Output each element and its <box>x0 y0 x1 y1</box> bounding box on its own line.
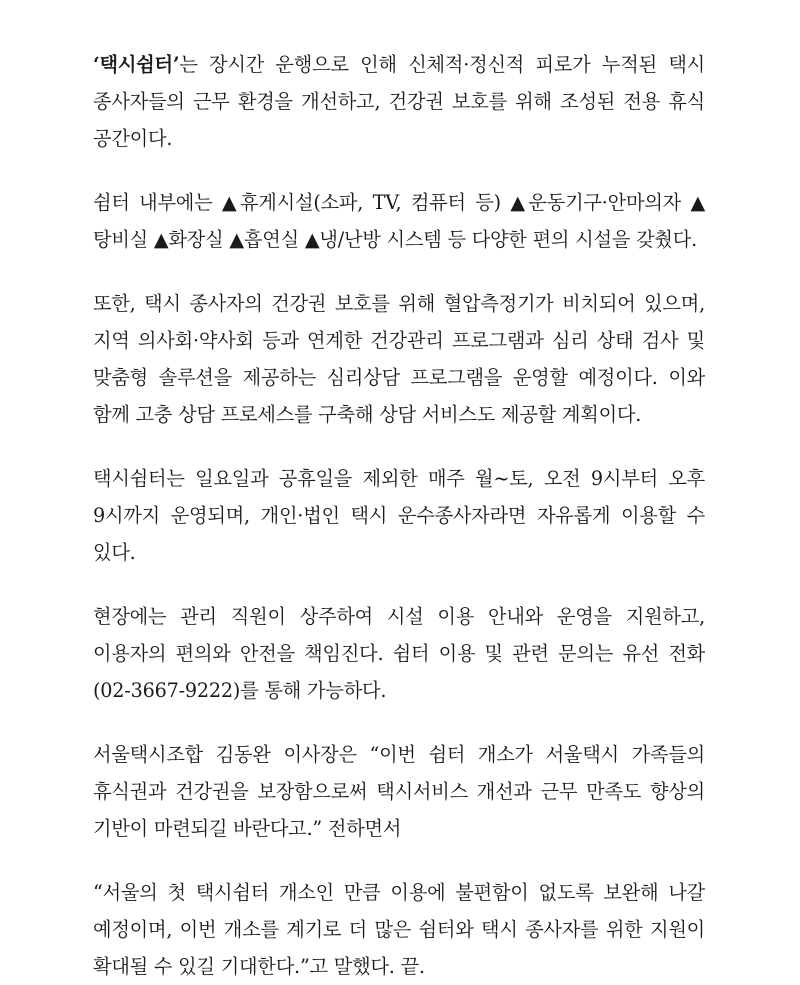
paragraph-intro-text: 는 장시간 운행으로 인해 신체적·정신적 피로가 누적된 택시 종사자들의 근무 환경을 개선하고, 건강권 보호를 위해 조성된 전용 휴식 공간이다. <box>93 53 705 150</box>
paragraph-closing-quote: “서울의 첫 택시쉼터 개소인 만큼 이용에 불편함이 없도록 보완해 나갈 예정이며, 이번 개소를 계기로 더 많은 쉼터와 택시 종사자를 위한 지원이 확대될 수 있길 기대한다.”고 말했다. 끝. <box>93 881 705 978</box>
paragraph-facilities: 쉼터 내부에는 ▲휴게시설(소파, TV, 컴퓨터 등) ▲운동기구·안마의자 ▲탕비실 ▲화장실 ▲흡연실 ▲냉/난방 시스템 등 다양한 편의 시설을 갖췄다. <box>93 191 705 251</box>
paragraph-chairman-quote: 서울택시조합 김동완 이사장은 “이번 쉼터 개소가 서울택시 가족들의 휴식권과 건강권을 보장함으로써 택시서비스 개선과 근무 만족도 향상의 기반이 마련되길 바란다고.” 전하면서 <box>93 743 705 840</box>
paragraph-intro <box>93 46 705 157</box>
article-body <box>93 46 705 985</box>
paragraph-health-programs: 또한, 택시 종사자의 건강권 보호를 위해 혈압측정기가 비치되어 있으며, 지역 의사회·약사회 등과 연계한 건강관리 프로그램과 심리 상태 검사 및 맞춤형 솔루션을 제공하는 심리상담 프로그램을 운영할 예정이다. 이와 함께 고충 상담 프로세스를 구축해 상담 서비스도 제공할 계획이다. <box>93 292 705 426</box>
paragraph-staff-contact: 현장에는 관리 직원이 상주하여 시설 이용 안내와 운영을 지원하고, 이용자의 편의와 안전을 책임진다. 쉼터 이용 및 관련 문의는 유선 전화(02-3667-9222)를 통해 가능하다. <box>93 605 705 702</box>
paragraph-operating-hours: 택시쉼터는 일요일과 공휴일을 제외한 매주 월~토, 오전 9시부터 오후 9시까지 운영되며, 개인·법인 택시 운수종사자라면 자유롭게 이용할 수 있다. <box>93 467 705 564</box>
bold-lead-term: ‘택시쉼터’ <box>93 53 180 76</box>
